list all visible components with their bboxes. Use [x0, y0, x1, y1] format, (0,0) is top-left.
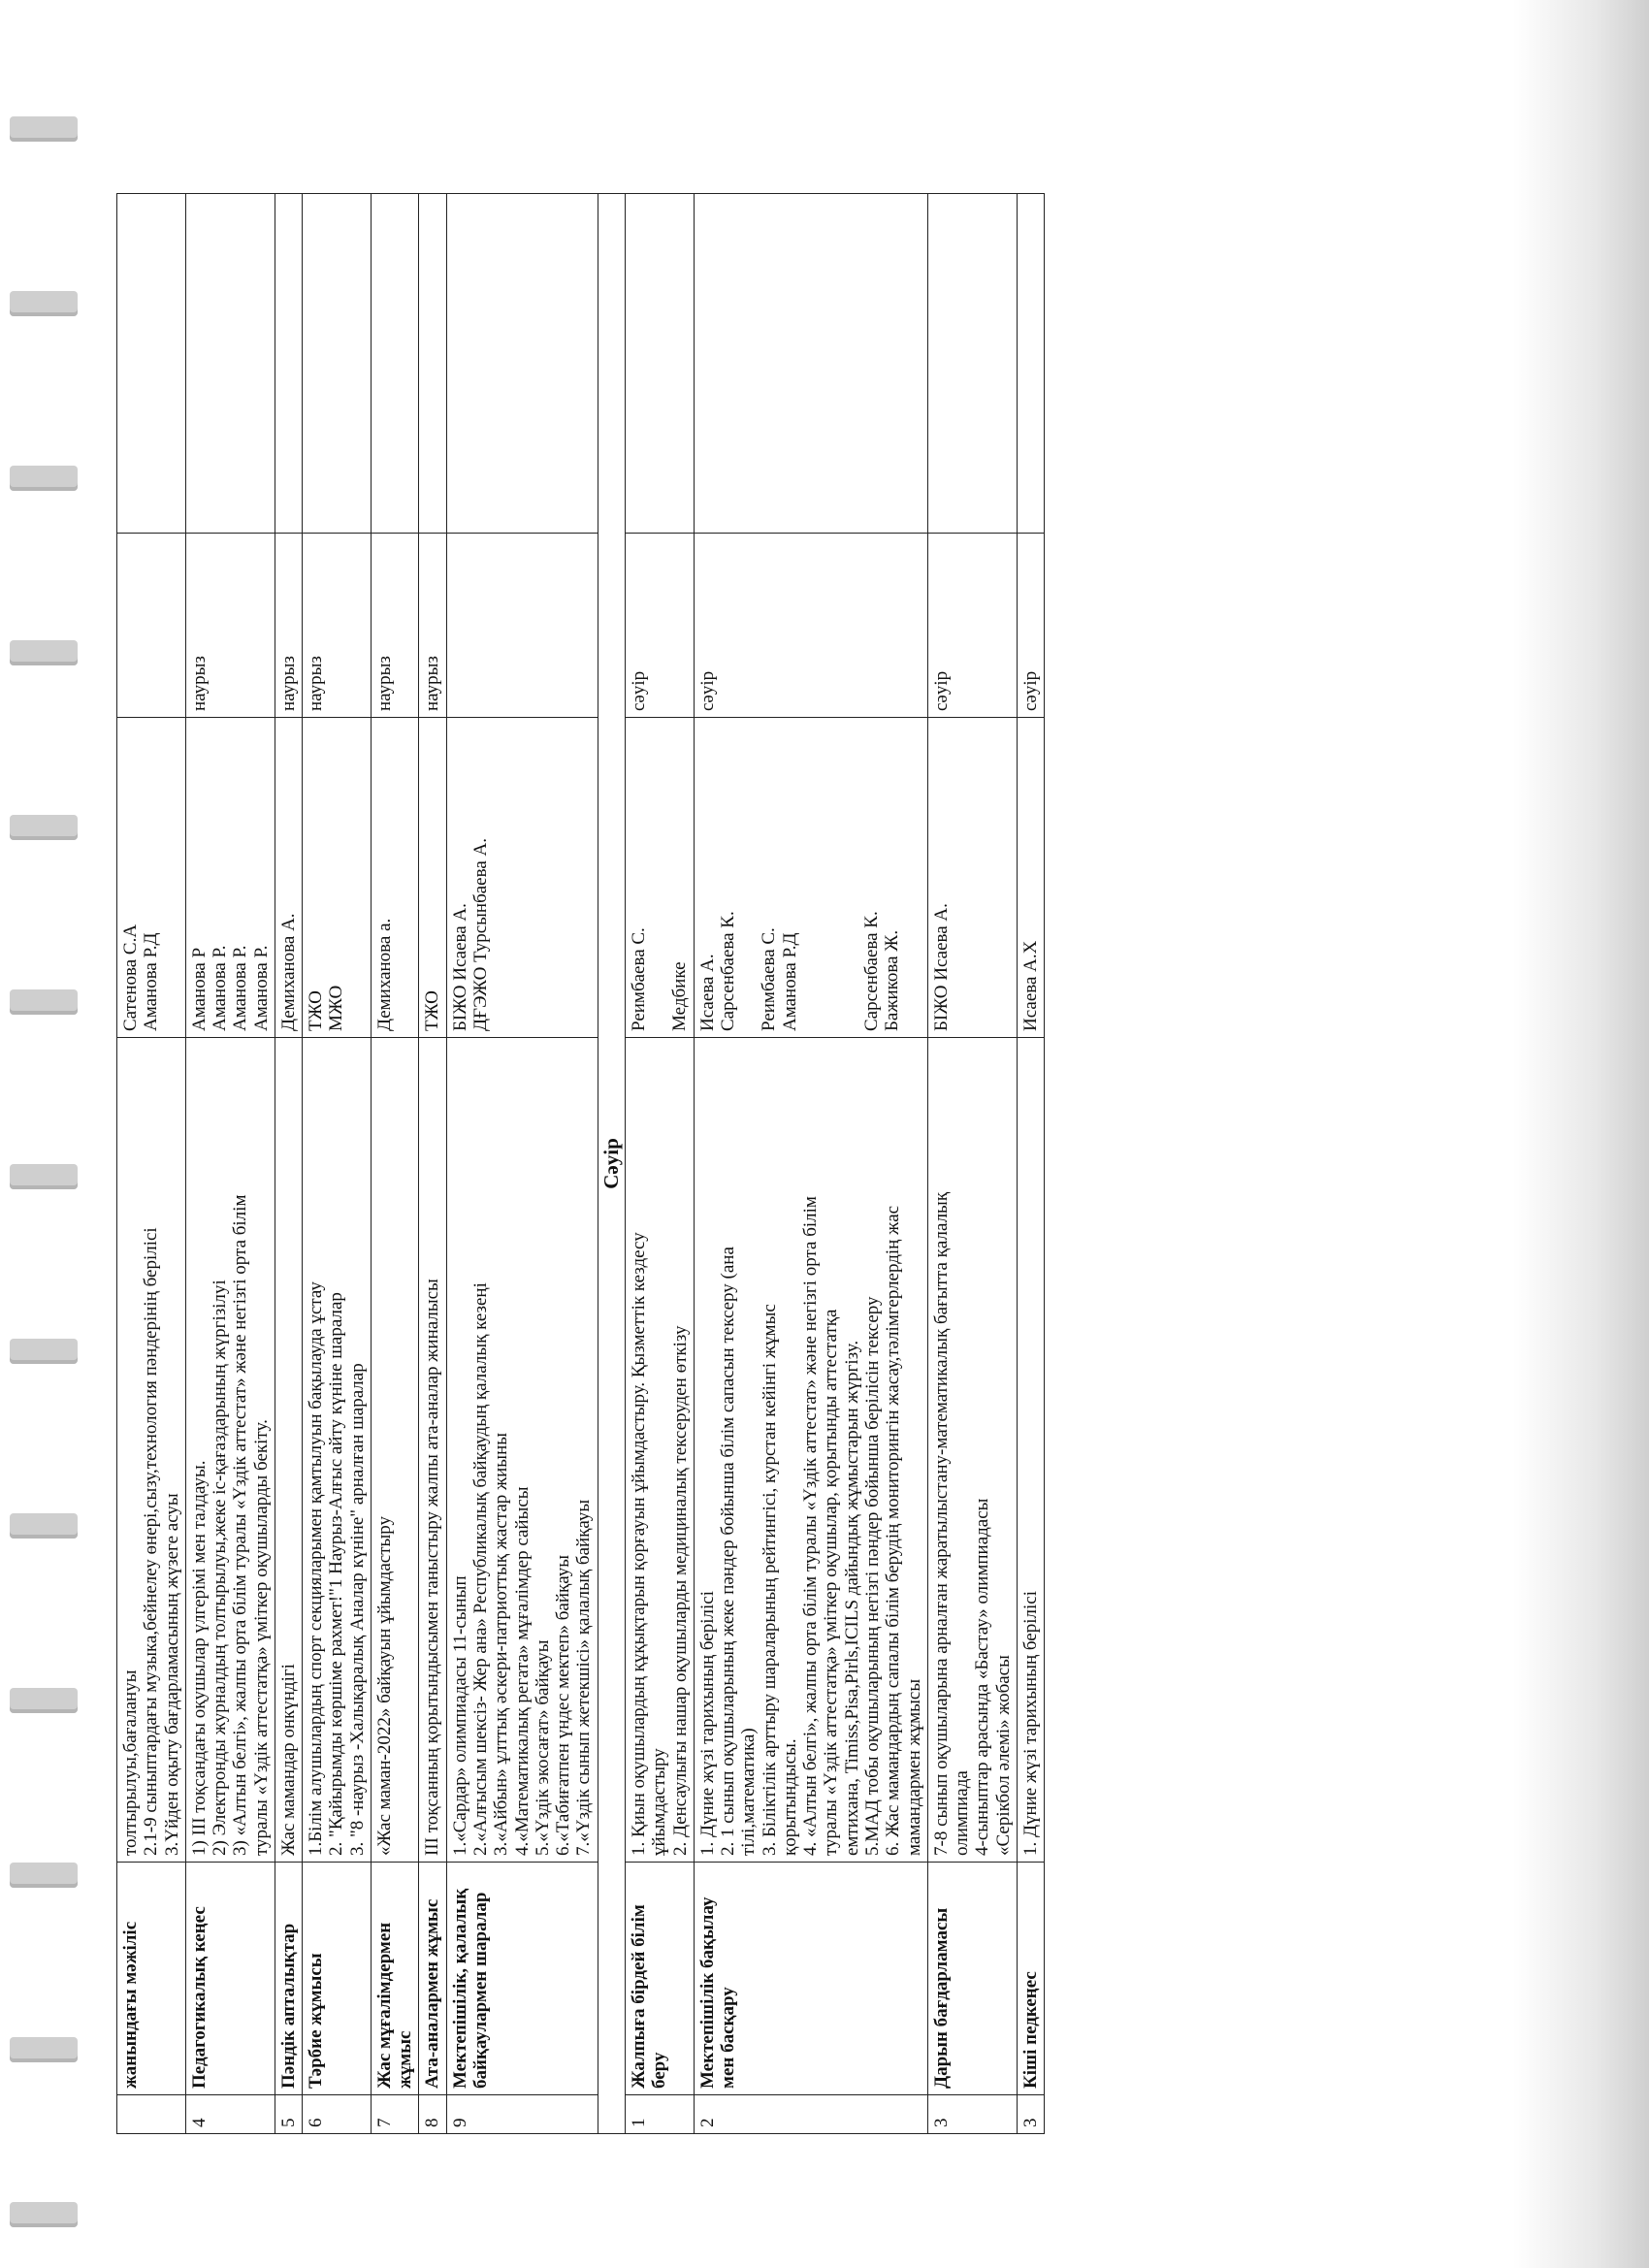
- activity-content: [117, 1038, 186, 1863]
- content-line: 1) III тоқсандағы оқушылар үлгерімі мен талдауы.: [188, 1460, 210, 1856]
- binder-ring: [10, 2202, 78, 2227]
- notes-cell: [1017, 194, 1044, 534]
- binder-ring: [10, 1164, 78, 1189]
- content-line: 2) Электронды журналдың толтырылуы,жеке іс-қағаздарының жүргізілуі: [210, 1280, 231, 1856]
- notes-cell: [117, 194, 186, 534]
- due-date: [117, 534, 186, 718]
- binder-ring: [10, 1339, 78, 1364]
- due-date: наурыз: [275, 534, 302, 718]
- row-number: 6: [303, 2095, 372, 2134]
- responsible-line: ТЖО: [422, 990, 443, 1031]
- due-date: наурыз: [303, 534, 372, 718]
- responsible-line: [841, 724, 861, 1031]
- responsible-line: ДҒЭЖО Турсынбаева А.: [469, 838, 491, 1031]
- table-row: [275, 194, 302, 2134]
- content-line: 7.«Үздік сынып жетекшісі» қалалық байқауы: [573, 1499, 595, 1856]
- content-line: 3) «Алтын белгі», жалпы орта білім туралы «Үздік аттестат» және негізгі орта білім: [230, 1194, 251, 1856]
- content-line: 2.1-9 сыныптардағы музыка,бейнелеу өнері,сызу,технология пәндерінің берілісі: [141, 1227, 162, 1856]
- content-line: 2.«Алғысым шексіз- Жер ана» Республикалық байқаудың қалалық кезеңі: [469, 1282, 491, 1856]
- responsible-line: Аманова Р.Д: [779, 932, 800, 1031]
- table-row: [694, 194, 927, 2134]
- work-area: жанындағы мәжіліс: [117, 1863, 186, 2095]
- content-line: 2. Денсаулығы нашар оқушыларды медициналық тексеруден өткізу: [669, 1325, 691, 1856]
- responsible-line: Демиханова а.: [373, 918, 395, 1031]
- activity-content: [446, 1038, 598, 1863]
- responsible-line: [800, 724, 821, 1031]
- section-row: [598, 194, 626, 2134]
- content-line: қорытындысы.: [779, 1738, 800, 1856]
- content-line: 3. "8 -наурыз -Халықаралық Аналар күніне" арналған шаралар: [346, 1363, 368, 1856]
- binder-ring: [10, 815, 78, 840]
- content-line: 5.«Үздік экосағат» байқауы: [532, 1639, 553, 1856]
- binder-ring: [10, 466, 78, 491]
- work-area: Ата-аналармен жұмыс: [419, 1863, 446, 2095]
- work-area: Мектепішілік, қалалық байқаулармен шаралар: [446, 1863, 598, 2095]
- table-row: [303, 194, 372, 2134]
- responsible-line: Медбике: [669, 961, 691, 1031]
- notes-cell: [927, 194, 1017, 534]
- binder-ring: [10, 1863, 78, 1888]
- due-date: [446, 534, 598, 718]
- table-row: [371, 194, 419, 2134]
- binder-ring: [10, 2037, 78, 2062]
- responsible-person: [371, 718, 419, 1038]
- activity-content: [185, 1038, 275, 1863]
- due-date: наурыз: [185, 534, 275, 718]
- activity-content: [927, 1038, 1017, 1863]
- content-line: 1.Білім алушылардың спорт секцияларымен қамтылуын бақылауда ұстау: [306, 1281, 327, 1856]
- notes-cell: [185, 194, 275, 534]
- content-line: 1. Қиын оқушылардың құқықтарын қорғауын ұйымдастыру. Қызметтік кездесу: [629, 1232, 650, 1856]
- content-line: 4.«Математикалық регата» мұғалімдер сайысы: [511, 1486, 533, 1856]
- responsible-person: [275, 718, 302, 1038]
- row-number: 8: [419, 2095, 446, 2134]
- responsible-line: Аманова Р.Д: [141, 932, 162, 1031]
- responsible-line: [738, 724, 759, 1031]
- responsible-line: [649, 724, 669, 1031]
- content-line: туралы «Үздік аттестатқа» үміткер оқушылар, қорытынды аттестатқа: [821, 1309, 842, 1856]
- responsible-line: Бажикова Ж.: [882, 929, 903, 1031]
- section-title: Сәуір: [598, 194, 626, 2134]
- row-number: 1: [626, 2095, 695, 2134]
- content-line: 3.«Айбын» ұлттық әскери-патриоттық жастар жиыны: [491, 1433, 512, 1856]
- table-row: [446, 194, 598, 2134]
- plan-table: [116, 193, 1045, 2134]
- notes-cell: [275, 194, 302, 534]
- binder-ring: [10, 1513, 78, 1539]
- binder-ring: [10, 989, 78, 1015]
- content-line: мамандармен жұмысы: [903, 1678, 924, 1856]
- content-line: Жас мамандар онкүндігі: [277, 1664, 299, 1856]
- table-body-top: [117, 194, 598, 2134]
- responsible-line: Аманова Р.: [250, 945, 272, 1031]
- work-area: Жалпыға бірдей білім беру: [626, 1863, 695, 2095]
- content-line: 6. Жас мамандардың сапалы білім берудің мониторингін жасау,тәлімгерлердің жас: [883, 1205, 904, 1856]
- responsible-person: [117, 718, 186, 1038]
- content-line: «Серікбол әлемі» жобасы: [992, 1655, 1014, 1856]
- row-number: 2: [694, 2095, 927, 2134]
- binder-ring: [10, 640, 78, 665]
- content-line: 2. "Қайырымды көршіме рахмет!"1 Наурыз-Алғыс айту күніне шаралар: [326, 1292, 347, 1856]
- responsible-line: Аманова Р: [188, 947, 210, 1031]
- content-line: 3.Үйден оқыту бағдарламасының жүзеге асуы: [161, 1493, 182, 1856]
- due-date: наурыз: [371, 534, 419, 718]
- activity-content: [1017, 1038, 1044, 1863]
- responsible-line: [821, 724, 841, 1031]
- work-area: Жас мұғалімдермен жұмыс: [371, 1863, 419, 2095]
- row-number: [117, 2095, 186, 2134]
- row-number: 4: [185, 2095, 275, 2134]
- content-line: толтырылуы,бағалануы: [120, 1669, 141, 1856]
- row-number: 5: [275, 2095, 302, 2134]
- responsible-person: [1017, 718, 1044, 1038]
- notes-cell: [419, 194, 446, 534]
- activity-content: [694, 1038, 927, 1863]
- row-number: 7: [371, 2095, 419, 2134]
- content-line: 7-8 сынып оқушыларына арналған жаратылыстану-математикалық бағытта қалалық: [930, 1191, 952, 1856]
- table-row: [419, 194, 446, 2134]
- page-edge-shadow: [1513, 0, 1649, 2268]
- content-line: 6.«Табиғатпен үндес мектеп» байқауы: [553, 1555, 574, 1856]
- due-date: сәуір: [927, 534, 1017, 718]
- responsible-line: Исаева А.Х: [1019, 940, 1041, 1031]
- responsible-line: Исаева А.: [696, 954, 718, 1031]
- activity-content: [626, 1038, 695, 1863]
- content-line: 4. «Алтын белгі», жалпы орта білім туралы «Үздік аттестат» және негізгі орта білім: [800, 1196, 822, 1856]
- binder-ring: [10, 1688, 78, 1713]
- work-area: Тәрбие жұмысы: [303, 1863, 372, 2095]
- notes-cell: [626, 194, 695, 534]
- due-date: сәуір: [626, 534, 695, 718]
- work-area: Мектепішілік бақылау мен басқару: [694, 1863, 927, 2095]
- responsible-line: БІЖО Исаева А.: [930, 903, 952, 1031]
- activity-content: [275, 1038, 302, 1863]
- row-number: 3: [1017, 2095, 1044, 2134]
- table-row: [1017, 194, 1044, 2134]
- responsible-line: МЖО: [326, 985, 347, 1031]
- content-line: 2. 1 сынып оқушыларының жеке пәндер бойынша білім сапасын тексеру (ана: [718, 1247, 739, 1856]
- due-date: сәуір: [1017, 534, 1044, 718]
- responsible-line: Аманова Р.: [230, 945, 251, 1031]
- content-line: III тоқсанның қорытындысымен таныстыру жалпы ата-аналар жиналысы: [422, 1279, 443, 1856]
- work-area: Кіші педкеңес: [1017, 1863, 1044, 2095]
- activity-content: [371, 1038, 419, 1863]
- content-line: емтихана, Timiss,Pisa,Pirls,ICILS дайындық жұмыстарын жүргізу.: [841, 1340, 862, 1856]
- notes-cell: [446, 194, 598, 534]
- responsible-person: [446, 718, 598, 1038]
- work-area: Дарын бағдарламасы: [927, 1863, 1017, 2095]
- content-line: 1. Дүние жүзі тарихының берілісі: [696, 1591, 718, 1856]
- content-line: 1. Дүние жүзі тарихының берілісі: [1019, 1591, 1041, 1856]
- table-row: [185, 194, 275, 2134]
- rotated-document: [116, 194, 1377, 2134]
- binder-margin: [0, 0, 116, 2268]
- work-area: Педагогикалық кеңес: [185, 1863, 275, 2095]
- row-number: 3: [927, 2095, 1017, 2134]
- responsible-person: [303, 718, 372, 1038]
- binder-ring: [10, 291, 78, 316]
- due-date: сәуір: [694, 534, 927, 718]
- responsible-line: Реимбаева С.: [629, 927, 650, 1031]
- responsible-person: [185, 718, 275, 1038]
- content-line: тілі,математика): [738, 1728, 760, 1856]
- activity-content: [303, 1038, 372, 1863]
- row-number: 9: [446, 2095, 598, 2134]
- responsible-person: [694, 718, 927, 1038]
- content-line: туралы «Үздік аттестатқа» үміткер оқушыларды бекіту.: [250, 1419, 272, 1856]
- notes-cell: [694, 194, 927, 534]
- responsible-line: ТЖО: [306, 990, 327, 1031]
- responsible-line: Сарсенбаева К.: [860, 911, 882, 1031]
- responsible-line: Аманова Р.: [210, 945, 231, 1031]
- due-date: наурыз: [419, 534, 446, 718]
- table-body-bottom: [626, 194, 1045, 2134]
- responsible-person: [419, 718, 446, 1038]
- content-line: 1.«Сардар» олимпиадасы 11-сынып: [449, 1575, 470, 1856]
- content-line: 4-сыныптар арасында «Бастау» олимпиадасы: [972, 1498, 993, 1856]
- work-area: Пәндік апталықтар: [275, 1863, 302, 2095]
- content-line: олимпиада: [952, 1770, 973, 1856]
- activity-content: [419, 1038, 446, 1863]
- responsible-line: Демиханова А.: [277, 913, 299, 1031]
- content-line: 3. Біліктілік арттыру шараларының рейтингісі, курстан кейінгі жұмыс: [759, 1304, 780, 1856]
- notes-cell: [303, 194, 372, 534]
- binder-ring: [10, 116, 78, 142]
- notes-cell: [371, 194, 419, 534]
- content-line: 5.МАД тобы оқушыларының негізгі пәндер бойынша берілісін тексеру: [862, 1296, 884, 1856]
- table-row: [927, 194, 1017, 2134]
- table-row: [626, 194, 695, 2134]
- content-line: «Жас маман-2022» байқауын ұйымдастыру: [373, 1515, 395, 1856]
- responsible-line: БІЖО Исаева А.: [449, 903, 470, 1031]
- responsible-person: [626, 718, 695, 1038]
- responsible-line: Реимбаева С.: [759, 927, 780, 1031]
- responsible-line: Сатенова С.А: [120, 923, 141, 1031]
- responsible-line: Сарсенбаева К.: [718, 911, 739, 1031]
- content-line: ұйымдастыру: [649, 1748, 670, 1856]
- responsible-person: [927, 718, 1017, 1038]
- table-row: [117, 194, 186, 2134]
